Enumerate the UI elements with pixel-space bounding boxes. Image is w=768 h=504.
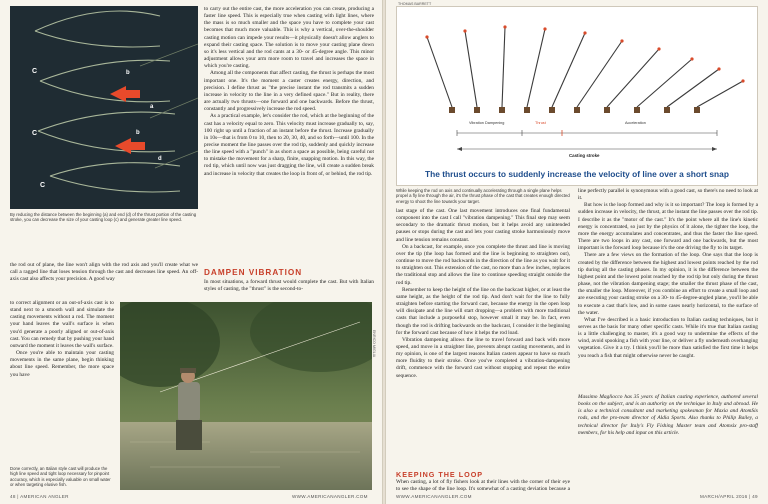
label-thrust: Thrust xyxy=(535,121,546,125)
angler-photo xyxy=(120,302,372,490)
diagram-caption: While keeping the rod on axis and continually accelerating through a single plane helps propel a fly line through the air, it's the thrust phase of the cast that creates enough directed energy to shoot the line towards your target. xyxy=(396,188,570,204)
section-heading-dampen: DAMPEN VIBRATION xyxy=(204,268,303,277)
author-bio xyxy=(578,394,758,492)
paragraph: What I've described is a basic introduction to Italian casting techniques, but it serves as the basis for many other specific casts. While it's true that Italian casting is a little challenging to master, it's a good way to undermine the effects of the wind, avoid spooking a fish with your line, or deliver a fly underneath overhanging vegetation. Give it a try. I think you'll be more than satisfied the first time it helps you reach a fish that might otherwise never be caught. xyxy=(578,316,758,359)
casting-stroke-diagram xyxy=(396,6,758,186)
label-vibration-dampening: Vibration Dampening xyxy=(469,121,505,125)
loop-intro xyxy=(396,479,570,493)
paragraph: Remember to keep the height of the line on the backcast higher, or at least the same height, as the height of the rod tip. And don't wait for the line to fully straighten before starting the forward cast, because the energy in the open loop will dissipate and the line will start dropping—a problem with more traditional casts that include a purposeful stop, however small it may be. In fact, even though the rod is drifting backwards on the backcast, I consider it the beginning for the forward cast because of how it helps the rod load. xyxy=(396,286,570,336)
footer-url-left: WWW.AMERICANANGLER.COM xyxy=(292,494,368,499)
paragraph: last stage of the cast. One last movement introduces one final fundamental component into the cast I call "vibration dampening." This final step may seem secondary to the dramatic thrust motion, but it helps avoid any unintended pauses or stops during the cast and lets your casting stroke harmoniously move and line tension remains constant. xyxy=(396,208,570,243)
label-d: d xyxy=(158,156,162,162)
paragraph: But how is the loop formed and why is it so important? The loop is formed by a sudden increase in velocity, the thrust, at the instant the line passes over the rod tip. I describe it as the "motor of the cast." It's the point where all the line's kinetic energy is concentrated, so just by the physics of it alone, the tighter the loop, the more the energy accumulates and concentrates, and thus the faster the line speed. There are two loops in any cast, one forward and one backwards, but the most important is the forward loop because it's the one driving the fly to its target. xyxy=(578,202,758,252)
loop-diagram-overlay xyxy=(10,6,198,209)
right-column-1 xyxy=(396,208,570,470)
label-b: b xyxy=(126,70,130,76)
angler-scene xyxy=(120,302,372,490)
section-heading-loop: KEEPING THE LOOP xyxy=(396,470,484,479)
paragraph: Among all the components that affect casting, the thrust is perhaps the most important one. It's the moment a caster creates energy, direction, and precision. I define thrust as "the precise instant the rod transmits a sudden increase in velocity to the line in a very defined space." But in reality, there are actually two thrusts—one forward and one backwards. Before the thrust, constantly and progressively increase the rod speed. xyxy=(204,70,374,113)
diagram-credit: THOMAS BARRETT xyxy=(398,2,432,6)
label-a: a xyxy=(150,104,154,110)
diagram-title: The thrust occurs to suddenly increase the velocity of line over a short snap xyxy=(425,169,729,179)
left-page xyxy=(0,0,382,504)
paragraph: line perfectly parallel is synonymous with a good cast, so there's no need to look at it. xyxy=(578,188,758,202)
footer-url-right: WWW.AMERICANANGLER.COM xyxy=(396,494,472,499)
footer-page-number-left: 48 | AMERICAN ANGLER xyxy=(10,494,69,499)
paragraph: to carry out the entire cast, the more acceleration you can create, producing a faster line speed. This is especially true when casting with light lines, where the mass is so much smaller and the space you have to complete your cast becomes that much more valuable. This is why a vertical, over-the-shoulder casting motion can impede your results—it physically doesn't allow anglers to expand their casting space. The solution is to move your casting plane down so it's less vertical and the rod cants at a 30- or 45-degree angle. This minor adjustment allows your arm more room to travel and increases the space in which you're casting. xyxy=(204,6,374,70)
paragraph: Once you're able to maintain your casting movements in the same plane, begin thinking about line speed. Remember, the more space you have xyxy=(10,350,114,378)
paragraph: Massimo Magliocco has 35 years of Italian casting experience, authored several books on the subject, and is an authority on the technique in Italy and abroad. He is also a technical consultant and marketing spokesman for Maxia and AtomSix rods, and the pro-team director of Aldia Sports. Also thanks to Philip Bailey, a technical director for Italy's Fly Fishing Master team and Atomsix pro-staff members, for his help and input on this article. xyxy=(578,394,758,436)
left-column-1-bottom xyxy=(10,262,198,298)
paragraph: On a backcast, for example, once you complete the thrust and line is moving over the tip (the loop has formed and the line is beginning to straighten out), continue to move the rod backwards in the direction of the line as you wait for it to straighten out. This extension of the cast, no more than a few inches, replaces the traditional stop and allows the line to continue speeding straight outside the rod tip. xyxy=(396,243,570,286)
paragraph: There are a few views on the formation of the loop. One says that the loop is created by the difference between the highest and lowest points reached by the rod tip during all the casting phases. In my opinion, it is the difference between the highest point and the lowest point reached by the rod tip but only during the thrust phase, not the vibration dampening stage; the smaller the thrust phase of the cast, the smaller the loop. Moreover, if you combine an effort to create a small loop and are executing your casting stroke on a 30- to 45-degree-angled plane, you'll be able to execute a cast that's low, and in some cases nearly horizontal, to the surface of the water. xyxy=(578,252,758,316)
label-casting-stroke: Casting stroke xyxy=(569,153,600,158)
right-column-2 xyxy=(578,188,758,390)
paragraph: As a practical example, let's consider the rod, which at the beginning of the cast has a velocity equal to zero. This velocity must increase gradually to, say, 100 right up until a fraction of an instant before the thrust. Increase gradually in 10s—that is from 0 to 10, then to 20, 30, 40, and so forth—until 100. In the precise moment the line passes over the rod tip, suddenly and quickly increase the line speed with a "punch" in as short a space as possible, being careful not to mistake the movement for a sharp, finite, snapping motion. In this way, the rod tip, which until now was just dragging the line, will create a sudden break and increase in velocity that creates the loop in front of, or behind, the rod tip. xyxy=(204,113,374,177)
paragraph: the rod out of plane, the line won't align with the rod axis and you'll create what we call a ragged line that loses tension through the cast and decreases line speed. An off-axis cast also affects your precision. A good way xyxy=(10,262,198,283)
photo-credit: ENRICO MIGLIA xyxy=(372,330,376,358)
rod-position-illustration xyxy=(397,7,757,185)
left-column-2 xyxy=(204,6,374,265)
casting-loop-photo xyxy=(10,6,198,209)
dampen-intro xyxy=(204,279,374,294)
paragraph: Vibration dampening allows the line to travel forward and back with more speed, and move in a straighter line, prevents abrupt casting movements, and in my opinion, is one of the largest reasons Italian casters appear to have so much more fluidity to their stroke. Once you've completed a vibration-dampening drift, commence with the forward cast without stopping and repeat the entire sequence. xyxy=(396,336,570,379)
label-acceleration: Acceleration xyxy=(625,121,646,125)
angler-caption: Done correctly, an Italian style cast will produce the high line speed and tight loop necessary for pinpoint accuracy, which is especially valuable on small water or when targeting elusive fish. xyxy=(10,466,111,488)
paragraph: When casting, a lot of fly fishers look at their lines with the corner of their eye to see the shape of the line loop. It's somewhat of a casting deviation because a xyxy=(396,479,570,493)
right-page xyxy=(386,0,768,504)
photo-caption: By reducing the distance between the beginning (a) and end (d) of the thrust portion of the casting stroke, you can decrease the size of your casting loop (c) and generate greater line speed. xyxy=(10,212,197,223)
left-column-1-narrow xyxy=(10,300,114,464)
footer-page-number-right: MARCH/APRIL 2016 | 49 xyxy=(700,494,758,499)
label-c-2: C xyxy=(32,130,38,137)
paragraph: to correct alignment or an out-of-axis cast is to stand next to a smooth wall and simulate the casting movements without a rod. The moment your hand leaves the wall's surface is when you'd generate a poorly aligned or out-of-axis cast. You can remedy that by pushing your hand outward the moment it leaves the wall's surface. xyxy=(10,300,114,349)
label-b-2: b xyxy=(136,130,140,136)
label-c-3: C xyxy=(40,182,46,189)
label-c: C xyxy=(32,68,38,75)
paragraph: In most situations, a forward thrust would complete the cast. But with Italian styles of casting, the "thrust" is the second-to- xyxy=(204,279,374,293)
